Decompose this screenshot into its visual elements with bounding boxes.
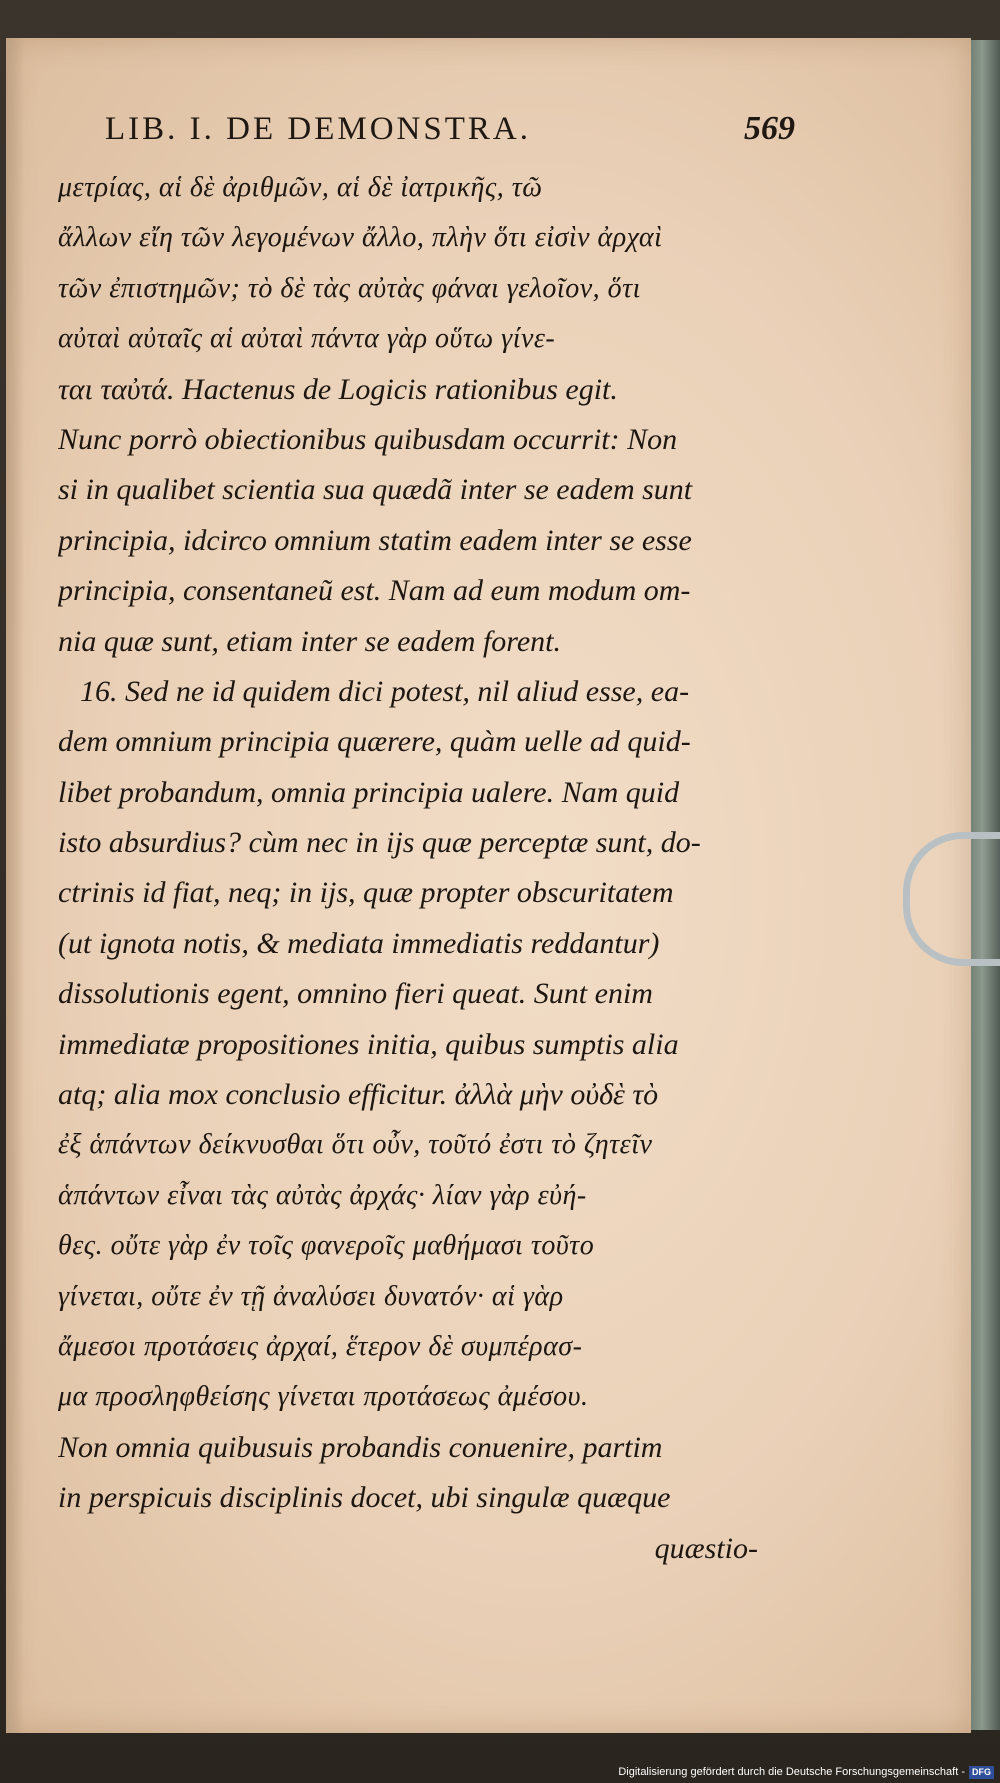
text-line: quæstio- <box>654 1531 758 1565</box>
text-line: dem omnium principia quærere, quàm uelle ad quid- <box>58 725 691 759</box>
page-gutter-shadow <box>6 38 24 1733</box>
running-title: LIB. I. DE DEMONSTRA. <box>105 111 531 147</box>
text-line: dissolutionis egent, omnino fieri queat. Sunt enim <box>58 977 653 1011</box>
text-line: principia, consentaneũ est. Nam ad eum modum om- <box>58 574 691 608</box>
dfg-badge: DFG <box>969 1766 994 1779</box>
text-line: atq; alia mox conclusio efficitur. ἀλλὰ μὴν οὐδὲ τὸ <box>58 1078 659 1112</box>
text-line: immediatæ propositiones initia, quibus sumptis alia <box>58 1027 679 1061</box>
page-clip-icon <box>903 832 1000 966</box>
text-line: Non omnia quibusuis probandis conuenire, partim <box>58 1430 663 1464</box>
text-line: θες. οὔτε γὰρ ἐν τοῖς φανεροῖς μαθήμασι τοῦτο <box>58 1230 595 1262</box>
text-line: μα προσληφθείσης γίνεται προτάσεως ἀμέσου. <box>58 1381 589 1413</box>
page-number: 569 <box>744 110 795 147</box>
text-line: in perspicuis disciplinis docet, ubi singulæ quæque <box>58 1481 671 1515</box>
digitization-footer <box>618 1764 994 1780</box>
text-line: nia quæ sunt, etiam inter se eadem forent. <box>58 624 561 658</box>
text-line: 16. Sed ne id quidem dici potest, nil aliud esse, ea- <box>80 674 690 708</box>
text-line: αὐταὶ αὐταῖς αἱ αὐταὶ πάντα γὰρ οὕτω γίνε- <box>58 323 556 355</box>
text-line: principia, idcirco omnium statim eadem inter se esse <box>58 523 692 557</box>
text-line: si in qualibet scientia sua quædã inter se eadem sunt <box>58 473 693 507</box>
text-line: (ut ignota notis, & mediata immediatis reddantur) <box>58 926 660 960</box>
text-line: τῶν ἐπιστημῶν; τὸ δὲ τὰς αὐτὰς φάναι γελοῖον, ὅτι <box>58 272 641 304</box>
text-block <box>58 163 798 1574</box>
text-line: μετρίας, αἱ δὲ ἀριθμῶν, αἱ δὲ ἰατρικῆς, τῶ <box>58 172 543 203</box>
running-header <box>105 110 795 156</box>
text-line: γίνεται, οὔτε ἐν τῇ ἀναλύσει δυνατόν· αἱ γὰρ <box>58 1280 564 1312</box>
text-line: libet probandum, omnia principia ualere. Nam quid <box>58 775 680 809</box>
text-line: ἁπάντων εἶναι τὰς αὐτὰς ἀρχάς· λίαν γὰρ εὐή- <box>58 1179 587 1211</box>
text-line: ἄλλων εἴη τῶν λεγομένων ἄλλο, πλὴν ὅτι εἰσὶν ἀρχαὶ <box>58 222 663 254</box>
text-line: ται ταὐτά. Hactenus de Logicis rationibus egit. <box>58 372 618 406</box>
text-line: ctrinis id fiat, neq; in ijs, quæ propter obscuritatem <box>58 876 674 910</box>
text-line: Nunc porrò obiectionibus quibusdam occurrit: Non <box>58 422 678 456</box>
text-line: isto absurdius? cùm nec in ijs quæ perceptæ sunt, do- <box>58 826 701 860</box>
text-line: ἐξ ἁπάντων δείκνυσθαι ὅτι οὖν, τοῦτό ἐστι τὸ ζητεῖν <box>58 1129 653 1161</box>
text-line: ἄμεσοι προτάσεις ἀρχαί, ἕτερον δὲ συμπέρασ- <box>58 1330 583 1362</box>
footer-credit: Digitalisierung gefördert durch die Deutsche Forschungsgemeinschaft - <box>618 1766 965 1778</box>
